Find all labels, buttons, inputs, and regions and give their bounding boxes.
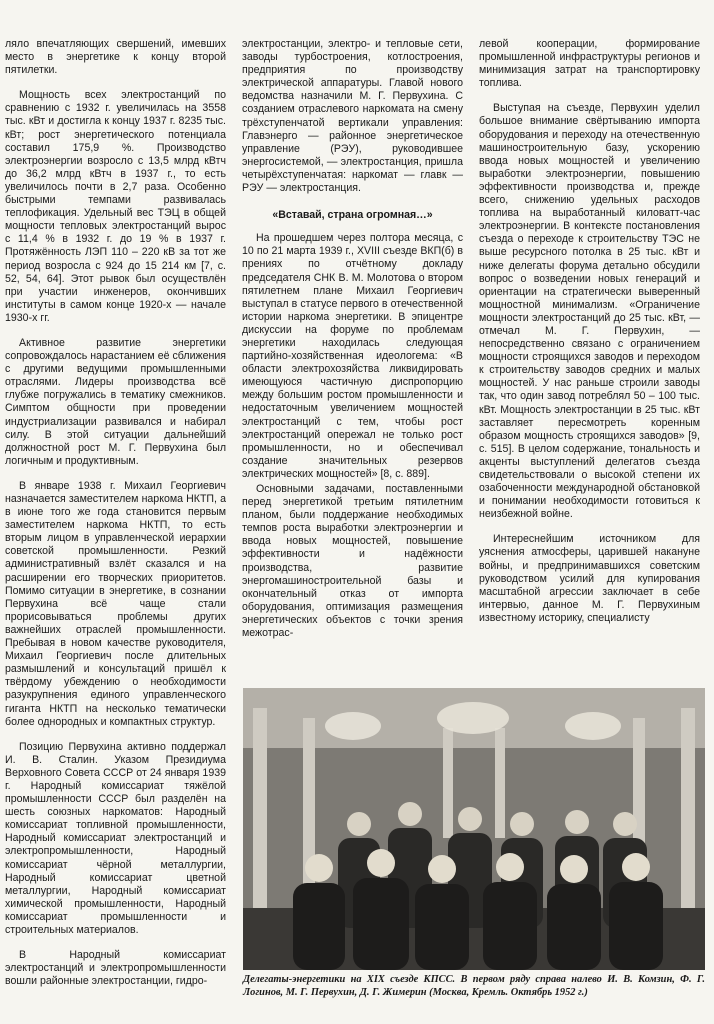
paragraph: В январе 1938 г. Михаил Георгиевич назначается заместителем наркома НКТП, а в июне того же года становится первым заместителем наркома НКТП, то есть вторым лицом в управленческой иерархии советской промышленности. Резкий административный взлёт сказался и на расширении его творческих приоритетов. Помимо ситуации в энергетике, в сознании Первухина всё чаще стали прорисовываться проблемы других важнейших отраслей промышленности. Пребывая в новом качестве руководителя, Михаил Георгиевич после длительных размышлений и консультаций пришёл к твёрдому убеждению о необходимости разукрупнения единого управленческого гиганта НКТП на несколько тематически более однородных и компактных структур.: [5, 479, 226, 728]
group-photo: [243, 688, 705, 970]
text-column-1: [5, 38, 226, 1016]
paragraph: Мощность всех электростанций по сравнению с 1932 г. увеличилась на 3558 тыс. кВт и достигла к концу 1937 г. 8235 тыс. кВт; рост энергетического потенциала составил 175,9 %. Производство электроэнергии возросло с 13,5 млрд кВтч до 36,2 млрд кВтч в 1937 г., то есть увеличилось почти в 2,7 раза. Особенно быстрыми темпами развивалась теплофикация. Удельный вес ТЭЦ в общей мощности тепловых электростанций вырос с 11,4 % в 1932 г. до 19 % в 1937 г. Протяжённость ЛЭП 110 – 220 кВ за тот же период возросла с 924 до 15 214 км [7, с. 52, 54, 64]. Этот рывок был осуществлён при участии инженеров, окончивших институты в самом конце 1920-х — начале 1930-х гг.: [5, 89, 226, 324]
paragraph: Выступая на съезде, Первухин уделил большое внимание свёртыванию импорта оборудования и переходу на отечественную машиностроительную базу, ускорению ввода новых мощностей и увеличению выработки электроэнергии, повышению эффективности производства и, прежде всего, снижению удельных расходов топлива на выработанный киловатт-час электроэнергии. В контексте постановления съезда о переходе к строительству ТЭС не выше ресурсного потолка в 25 тыс. кВт и ниже делегаты форума детально обсудили вопрос о возведении новых генераций и ориентации на стратегически выверенный мощностной минимализм. «Ограничение мощности электростанций до 25 тыс. кВт, — отмечал М. Г. Первухин, — непосредственно связано с ограничением мощности строящихся заводов и переходом к строительству заводов средних и малых мощностей. У нас раньше строили заводы так, что один завод потреблял 50 – 100 тыс. кВт. Мощность электростанции в 25 тыс. кВт заставляет пересмотреть коренным образом мощность строящихся заводов» [9, с. 515]. В целом содержание, тональность и акценты выступлений делегатов съезда свидетельствовали о высокой степени их озабоченности международной обстановкой и понимании необходимости готовиться к неизбежной войне.: [479, 102, 700, 521]
paragraph: Основными задачами, поставленными перед энергетикой третьим пятилетним планом, были поддержание необходимых темпов роста выработки электроэнергии и ввода новых мощностей, повышение эффективности и надёжности производства, развитие энергомашиностроительной базы и окончательный отказ от импорта оборудования, оптимизация размещения энергетических объектов с точки зрения межотрас-: [242, 483, 463, 640]
paragraph: На прошедшем через полтора месяца, с 10 по 21 марта 1939 г., XVIII съезде ВКП(б) в прениях по отчётному докладу председателя СНК В. М. Молотова о втором пятилетнем плане Михаил Георгиевич выступал в статусе первого в отечественной истории наркома энергетики. В эпицентре дискуссии на форуме по проблемам энергетики находилась следующая партийно-хозяйственная идеологема: «В области электрохозяйства ликвидировать имеющуюся частичную диспропорцию между большим ростом промышленности и недостаточным увеличением мощностей электростанций с тем, чтобы рост электростанций опережал не только рост промышленности, но и обеспечивал создание значительных резервов электрических мощностей» [8, с. 889].: [242, 232, 463, 480]
text-column-3: [479, 38, 700, 678]
paragraph: ляло впечатляющих свершений, имевших место в энергетике к концу второй пятилетки.: [5, 38, 226, 77]
photo-caption: Делегаты-энергетики на XIX съезде КПСС. В первом ряду справа налево И. В. Комзин, Ф. Г. Логинов, М. Г. Первухин, Д. Г. Жимерин (Москва, Кремль. Октябрь 1952 г.): [243, 974, 705, 998]
section-heading: «Вставай, страна огромная…»: [272, 209, 433, 222]
paragraph: Позицию Первухина активно поддержал И. В. Сталин. Указом Президиума Верховного Совета СССР от 24 января 1939 г. Народный комиссариат тяжёлой промышленности СССР был разделён на шесть союзных наркоматов: Народный комиссариат топливной промышленности, Народный комиссариат электростанций и электропромышленности, Народный комиссариат чёрной металлургии, Народный комиссариат цветной металлургии, Народный комиссариат химической промышленности, Народный комиссариат промышленности и строительных материалов.: [5, 740, 226, 936]
paragraph: Активное развитие энергетики сопровождалось нарастанием её сближения с другими ведущими промышленными отраслями. Лидеры производства всё глубже погружались в тематику смежников. Симптом общности при проведении индустриализации развивался и набирал силу. В этой ситуации дальнейший должностной рост М. Г. Первухина был логичным и продуктивным.: [5, 336, 226, 467]
text-column-2: [242, 38, 463, 678]
photo-illustration: [243, 688, 705, 970]
paragraph: В Народный комиссариат электростанций и электропромышленности вошли районные электростанции, гидро-: [5, 949, 226, 988]
paragraph: электростанции, электро- и тепловые сети, заводы турбостроения, котлостроения, предприятия по производству электрической аппаратуры. Главой нового ведомства назначили М. Г. Первухина. С созданием отраслевого наркомата на смену трёхступенчатой вертикали управления: Главэнерго — районное энергетическое управление (РЭУ), руководившее энергосистемой, — электростанция, пришла четырёхступенчатая: наркомат — главк — РЭУ — электростанция.: [242, 38, 463, 195]
paragraph: Интереснейшим источником для уяснения атмосферы, царившей накануне войны, и предпринимавшихся советским руководством усилий для купирования масштабной агрессии заключает в себе интервью, данное М. Г. Первухиным известному историку, специалисту: [479, 533, 700, 624]
paragraph: левой кооперации, формирование промышленной инфраструктуры регионов и минимизация затрат на транспортировку топлива.: [479, 38, 700, 90]
